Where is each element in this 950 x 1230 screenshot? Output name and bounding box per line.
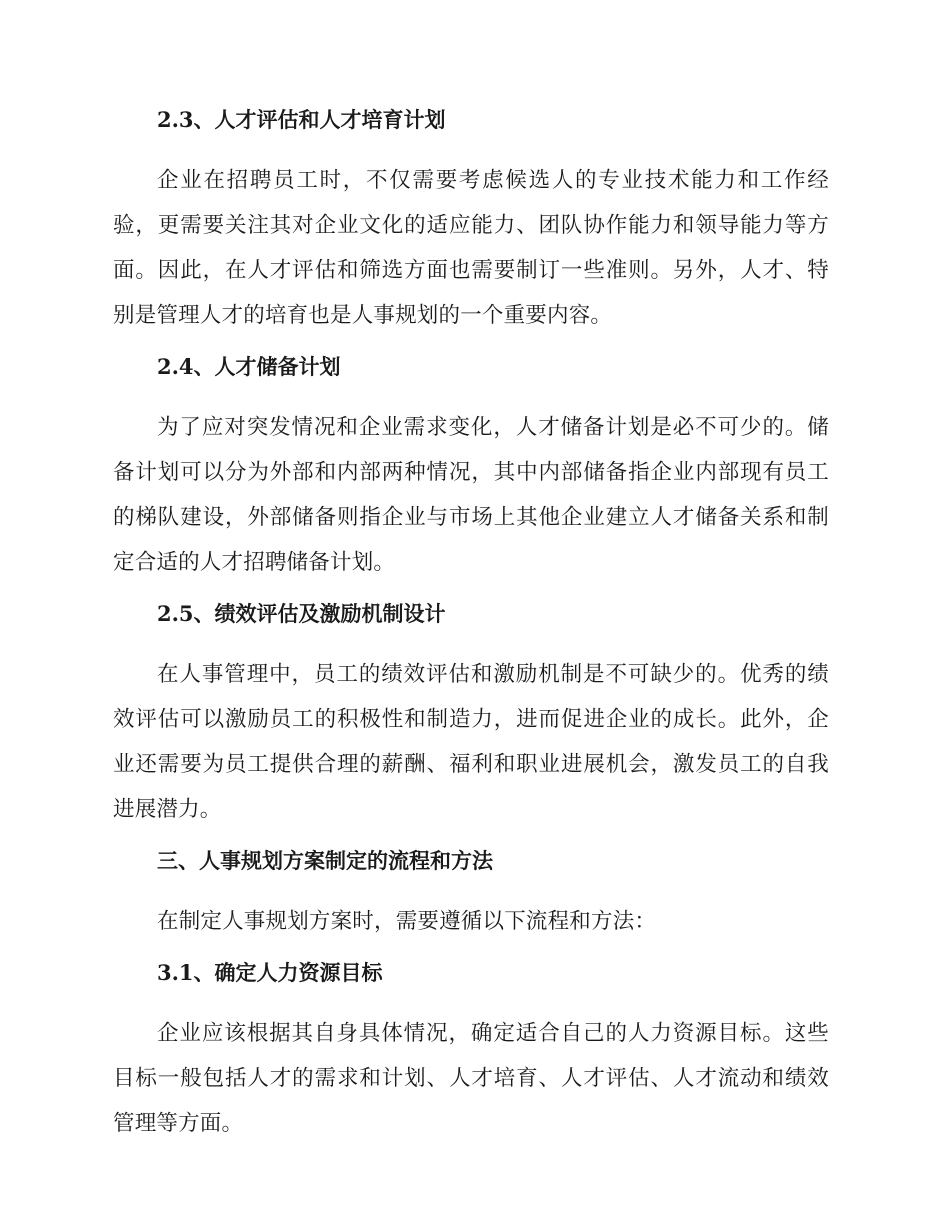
section-paragraph-2-4: 为了应对突发情况和企业需求变化，人才储备计划是必不可少的。储备计划可以分为外部和内部两种情况，其中内部储备指企业内部现有员工的梯队建设，外部储备则指企业与市场上其他企业建立人才储备关系和制定合适的人才招聘储备计划。	[113, 415, 829, 575]
section-paragraph-2-3: 企业在招聘员工时，不仅需要考虑候选人的专业技术能力和工作经验，更需要关注其对企业文化的适应能力、团队协作能力和领导能力等方面。因此，在人才评估和筛选方面也需要制订一些准则。另外，人才、特别是管理人才的培育也是人事规划的一个重要内容。	[113, 168, 829, 328]
section-paragraph-3-1: 企业应该根据其自身具体情况，确定适合自己的人力资源目标。这些目标一般包括人才的需求和计划、人才培育、人才评估、人才流动和绩效管理等方面。	[113, 1021, 829, 1136]
section-heading-2-3: 2.3、人才评估和人才培育计划	[157, 107, 446, 132]
section-heading-3: 三、人事规划方案制定的流程和方法	[157, 848, 493, 873]
section-heading-3-1: 3.1、确定人力资源目标	[157, 960, 383, 985]
document-page	[113, 104, 829, 1159]
section-heading-2-5: 2.5、绩效评估及激励机制设计	[157, 601, 446, 626]
section-paragraph-2-5: 在人事管理中，员工的绩效评估和激励机制是不可缺少的。优秀的绩效评估可以激励员工的积极性和制造力，进而促进企业的成长。此外，企业还需要为员工提供合理的薪酬、福利和职业进展机会，激发员工的自我进展潜力。	[113, 662, 829, 822]
section-heading-2-4: 2.4、人才储备计划	[157, 354, 341, 379]
section-paragraph-3: 在制定人事规划方案时，需要遵循以下流程和方法：	[157, 909, 657, 934]
